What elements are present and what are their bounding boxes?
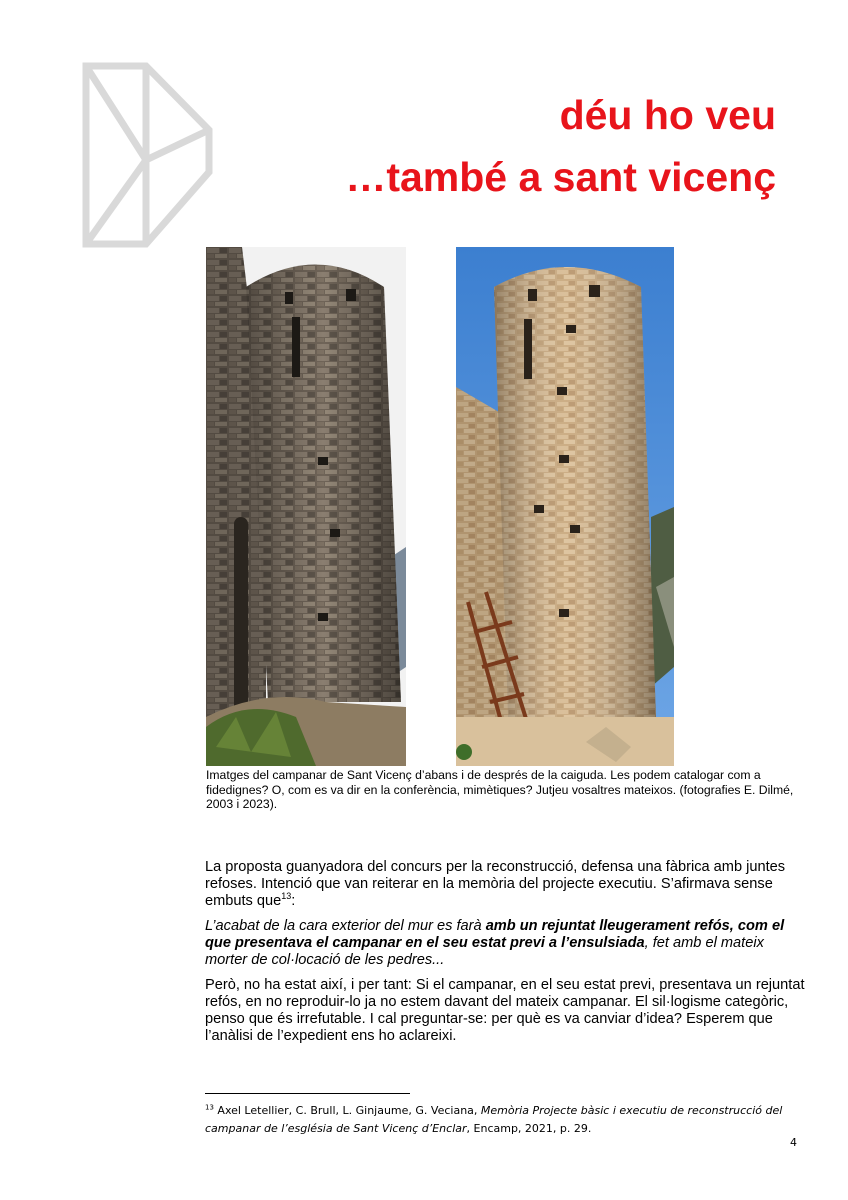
d-shape-logo-icon: [80, 60, 215, 250]
paragraph-1-text: La proposta guanyadora del concurs per la reconstrucció, defensa una fàbrica amb juntes refoses. Intenció que van reiterar en la memòria del projecte executiu. S’afirmava sense embuts que: [205, 859, 786, 909]
quote-bold: amb un rejuntat lleugerament refós, com el que presentava el campanar en el seu estat previ a l’ensulsiada: [205, 918, 785, 951]
footnote-authors: Axel Letellier, C. Brull, L. Ginjaume, G. Veciana,: [213, 1104, 481, 1117]
footnote: [205, 1102, 805, 1138]
quote-end: , fet amb el mateix morter de col·locació de les pedres...: [205, 935, 764, 968]
page-title: [345, 90, 776, 202]
title-line-2: …també a sant vicenç: [345, 154, 776, 200]
footnote-ref: 13: [281, 891, 292, 902]
body-text: [205, 859, 805, 1053]
paragraph-1: [205, 859, 805, 910]
quote-paragraph: [205, 918, 805, 969]
footnote-number: 13: [205, 1103, 214, 1112]
page-number: 4: [790, 1136, 797, 1149]
photo-campanar-after: [456, 247, 674, 766]
footnote-rest: , Encamp, 2021, p. 29.: [466, 1122, 592, 1135]
photo-caption: Imatges del campanar de Sant Vicenç d’abans i de després de la caiguda. Les podem catalogar com a fidedignes? O, com es va dir en la conferència, mimètiques? Jutjeu vosaltres mateixos. (fotografies E. Dilmé, 2003 i 2023).: [206, 768, 794, 811]
quote-start: L’acabat de la cara exterior del mur es farà: [205, 918, 486, 934]
footnote-divider: [205, 1093, 410, 1094]
photo-campanar-before: [206, 247, 406, 766]
paragraph-1-end: :: [291, 893, 296, 909]
title-line-1: déu ho veu: [559, 92, 776, 138]
paragraph-3: Però, no ha estat així, i per tant: Si el campanar, en el seu estat previ, presentava un rejuntat refós, en no reproduir-lo ja no estem davant del mateix campanar. El sil·logisme categòric, penso que és irrefutable. I cal preguntar-se: per què es va canviar d’idea? Esperem que l’anàlisi de l’expedient ens ho aclareixi.: [205, 977, 805, 1044]
footnote-title: Memòria Projecte bàsic i executiu de reconstrucció del campanar de l’església de Sant Vicenç d’Enclar: [205, 1104, 783, 1135]
